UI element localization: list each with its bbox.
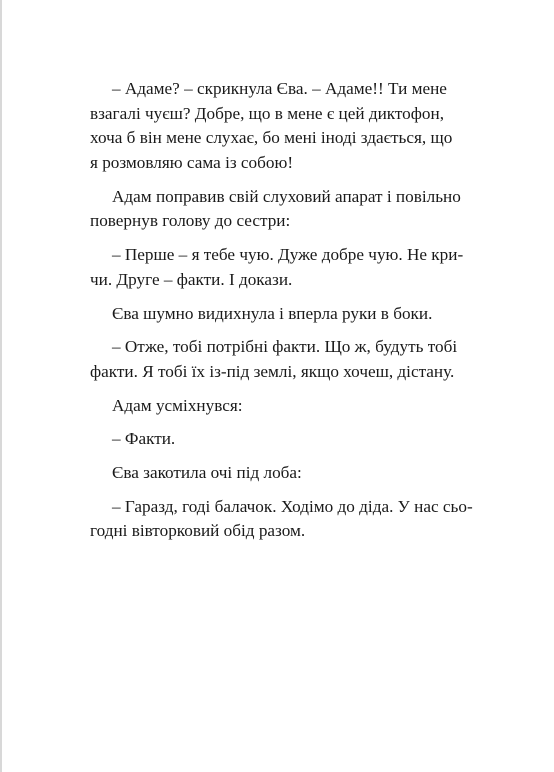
paragraph-9: [90, 495, 473, 544]
text-line: – Отже, тобі потрібні факти. Що ж, будуть тобі: [112, 337, 458, 357]
text-line: взагалі чуєш? Добре, що в мене є цей диктофон,: [90, 103, 444, 123]
text-line: факти. Я тобі їх із-під землі, якщо хочеш, дістану.: [90, 361, 455, 381]
paragraph-2: [90, 185, 461, 234]
paragraph-6: [90, 394, 420, 419]
text-line: – Гаразд, годі балачок. Ходімо до діда. У нас сьо-: [112, 496, 473, 516]
paragraph-5: [90, 335, 458, 384]
text-line: повернув голову до сестри:: [90, 211, 291, 231]
text-line: хоча б він мене слухає, бо мені іноді здається, що: [90, 128, 453, 148]
body-text: [90, 77, 473, 544]
text-line: я розмовляю сама із собою!: [90, 153, 294, 173]
text-line: – Перше – я тебе чую. Дуже добре чую. Не кри-: [112, 245, 464, 265]
text-line: – Адаме? – скрикнула Єва. – Адаме!! Ти мене: [112, 79, 447, 98]
text-line: – Факти.: [112, 429, 176, 449]
paragraph-4: [90, 302, 433, 327]
paragraph-8: [90, 461, 420, 486]
text-line: Єва шумно видихнула і вперла руки в боки.: [112, 303, 433, 323]
text-line: Адам поправив свій слуховий апарат і повільно: [112, 186, 461, 206]
text-line: чи. Друге – факти. І докази.: [90, 269, 293, 289]
paragraph-3: [90, 243, 464, 292]
text-line: годні вівторковий обід разом.: [90, 521, 306, 541]
paragraph-7: [90, 427, 420, 452]
text-line: Єва закотила очі під лоба:: [112, 462, 302, 482]
text-line: Адам усміхнувся:: [112, 395, 243, 415]
paragraph-1: [90, 77, 453, 176]
